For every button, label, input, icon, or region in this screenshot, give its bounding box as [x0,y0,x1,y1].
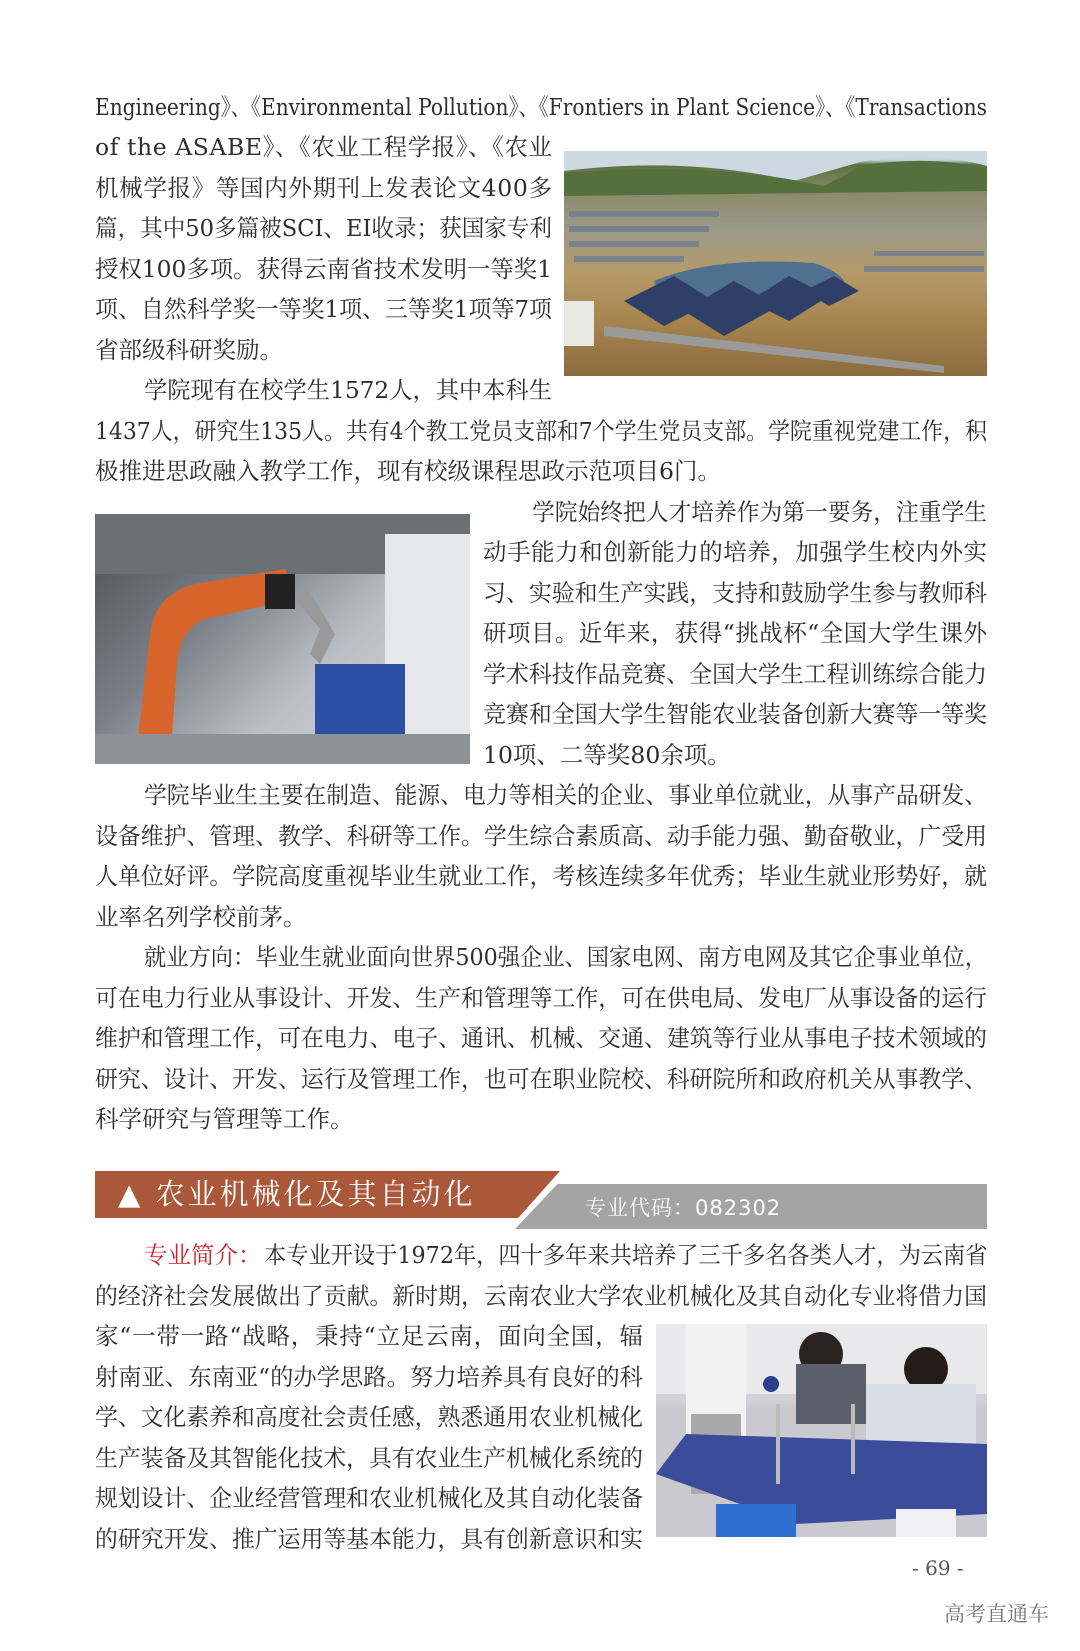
text-line: 射南亚、东南亚“的办学思路。努力培养具有良好的科 [95,1362,643,1391]
text-line: 就业方向：毕业生就业面向世界500强企业、国家电网、南方电网及其它企事业单位， [144,943,988,971]
text-line: 学、文化素养和高度社会责任感，熟悉通用农业机械化 [95,1403,643,1431]
text-line: 的研究开发、推广运用等基本能力，具有创新意识和实 [95,1524,643,1553]
text-line: 习、实验和生产实践，支持和鼓励学生参与教师科 [483,578,988,607]
solar-farm-photo [564,151,987,376]
text-line: 极推进思政融入教学工作，现有校级课程思政示范项目6门。 [95,457,721,485]
text-line: 家“一带一路“战略，秉持“立足云南，面向全国，辐 [95,1322,644,1350]
text-line: of the ASABE》、《农业工程学报》、《农业 [95,133,553,161]
page-number: - 69 - [912,1556,964,1580]
watermark: 高考直通车 [944,1602,1049,1626]
text-line: 10项、二等奖80余项。 [483,740,731,769]
text-line: 的经济社会发展做出了贡献。新时期，云南农业大学农业机械化及其自动化专业将借力国 [95,1281,988,1310]
text-line: 科学研究与管理等工作。 [95,1105,354,1133]
text-line: 人单位好评。学院高度重视毕业生就业工作，考核连续多年优秀；毕业生就业形势好，就 [95,862,988,890]
text-line: 业率名列学校前茅。 [95,902,307,931]
text-line: 学术科技作品竞赛、全国大学生工程训练综合能力 [483,659,988,688]
text-line: Engineering》、《Environmental Pollution》、《Frontiers in Plant Science》、《Transactions [95,92,987,121]
text-line: 学院现有在校学生1572人，其中本科生 [144,376,552,404]
text-line: 本专业开设于1972年，四十多年来共培养了三千多名各类人才，为云南省 [263,1241,988,1269]
major-code: 专业代码：082302 [585,1196,782,1220]
text-line: 学院毕业生主要在制造、能源、电力等相关的企业、事业单位就业，从事产品研发、 [144,781,987,809]
text-line: 学院始终把人才培养作为第一要务，注重学生 [532,497,988,526]
text-line: 省部级科研奖励。 [95,335,283,364]
text-line: 篇，其中50多篇被SCI、EI收录；获国家专利 [95,214,553,242]
text-line: 维护和管理工作，可在电力、电子、通讯、机械、交通、建筑等行业从事电子技术领域的 [95,1024,988,1052]
text-line: 生产装备及其智能化技术，具有农业生产机械化系统的 [95,1443,643,1472]
industrial-robot-photo [95,514,470,764]
text-line: 可在电力行业从事设计、开发、生产和管理等工作，可在供电局、发电厂从事设备的运行 [95,983,988,1012]
text-line: 研项目。近年来，获得“挑战杯“全国大学生课外 [483,619,988,647]
text-line: 设备维护、管理、教学、科研等工作。学生综合素质高、动手能力强、勤奋敬业，广受用 [95,821,988,850]
text-line: 1437人，研究生135人。共有4个教工党员支部和7个学生党员支部。学院重视党建工作，积 [95,416,987,445]
text-line: 动手能力和创新能力的培养，加强学生校内外实 [483,538,988,566]
text-line: 授权100多项。获得云南省技术发明一等奖1 [95,254,553,283]
text-line: 项、自然科学奖一等奖1项、三等奖1项等7项 [95,295,553,323]
text-line: 竞赛和全国大学生智能农业装备创新大赛等一等奖 [483,700,988,728]
students-competition-photo [656,1324,987,1537]
section-title: ▲ 农业机械化及其自动化 [118,1177,476,1211]
intro-label: 专业简介： [144,1241,262,1269]
text-line: 研究、设计、开发、运行及管理工作，也可在职业院校、科研院所和政府机关从事教学、 [95,1064,988,1093]
text-line: 规划设计、企业经营管理和农业机械化及其自动化装备 [95,1484,643,1512]
text-line: 机械学报》等国内外期刊上发表论文400多 [95,173,553,202]
